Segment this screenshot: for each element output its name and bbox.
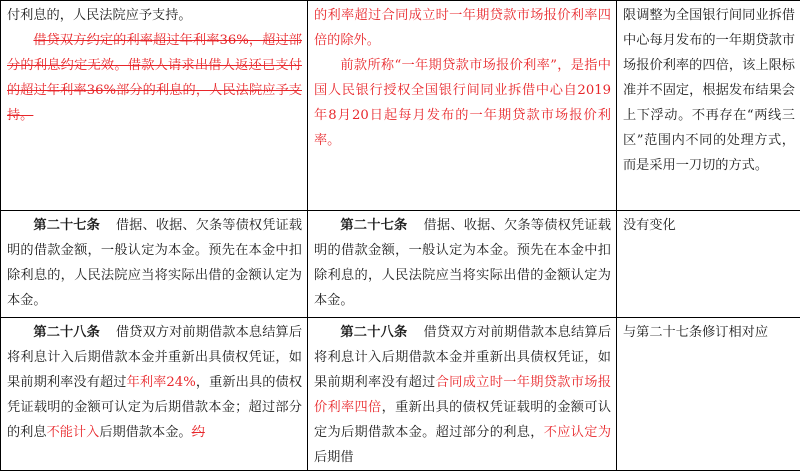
table-row (1, 1, 800, 211)
old-provision-cell (1, 1, 308, 211)
article-number: 第二十七条 (33, 218, 100, 233)
highlighted-text: 不应认定为 (544, 425, 611, 440)
new-paragraph (314, 53, 611, 153)
highlighted-text: 年利率24% (127, 375, 196, 390)
article-paragraph (314, 320, 611, 470)
article-text: 后期借款本金。 (99, 425, 191, 440)
new-text-continued (314, 3, 611, 53)
change-note-cell (617, 318, 800, 471)
highlighted-text: 不能计入 (47, 425, 100, 440)
table-row (1, 211, 800, 318)
article-paragraph (7, 213, 302, 313)
change-note: 没有变化 (623, 213, 795, 238)
new-provision-cell (308, 318, 617, 471)
old-text-continued: 付利息的，人民法院应予支持。 (7, 3, 302, 28)
article-paragraph (314, 213, 611, 313)
change-note-cell (617, 211, 800, 318)
change-note: 限调整为全国银行间同业拆借中心每月发布的一年期贷款市场报价利率的四倍，该上限标准并不固定，根据发布结果会上下浮动。不再存在“两线三区”范围内不同的处理方式，而是采用一刀切的方式。 (623, 3, 795, 178)
article-text: 后期借 (314, 450, 354, 465)
article-text: 借据、收据、欠条等债权凭证载明的借款金额，一般认定为本金。预先在本金中扣除利息的，人民法院应当将实际出借的金额认定为本金。 (7, 218, 302, 308)
article-paragraph (7, 320, 302, 445)
change-note: 与第二十七条修订相对应 (623, 320, 795, 345)
article-number: 第二十七条 (340, 218, 407, 233)
article-text: 借贷双方对前期借款本息结算后将利息计入后期借款本金并重新出具债权凭证，如果前期利率没有超过 (314, 325, 611, 390)
new-provision-cell (308, 211, 617, 318)
article-number: 第二十八条 (340, 325, 407, 340)
deleted-text (7, 28, 302, 128)
struck-clause: 借贷双方约定的利率超过年利率36%，超过部分的利息约定无效。借款人请求出借人返还已支付的超过年利率36%部分的利息的，人民法院应予支持。 (7, 33, 302, 123)
new-provision-cell (308, 1, 617, 211)
old-provision-cell (1, 211, 308, 318)
article-number: 第二十八条 (33, 325, 100, 340)
added-text: 的利率超过合同成立时一年期贷款市场报价利率四倍的除外。 (314, 8, 611, 48)
article-text: ，重新出具的债权凭证载明的金额可认定为后期借款本金。超过部分的利息， (314, 400, 611, 440)
table-row (1, 318, 800, 471)
article-text: 借据、收据、欠条等债权凭证载明的借款金额，一般认定为本金。预先在本金中扣除利息的，人民法院应当将实际出借的金额认定为本金。 (314, 218, 611, 308)
struck-text: 约 (192, 425, 205, 440)
added-definition: 前款所称“一年期贷款市场报价利率”，是指中国人民银行授权全国银行间同业拆借中心自2019年8月20日起每月发布的一年期贷款市场报价利率。 (314, 58, 611, 148)
old-provision-cell (1, 318, 308, 471)
article-text: 借贷双方对前期借款本息结算后将利息计入后期借款本金并重新出具债权凭证，如果前期利率没有超过 (7, 325, 302, 390)
change-note-cell (617, 1, 800, 211)
highlighted-text: 合同成立时一年期贷款市场报价利率四倍 (314, 375, 611, 415)
article-text: ，重新出具的债权凭证载明的金额可认定为后期借款本金；超过部分的利息 (7, 375, 302, 440)
